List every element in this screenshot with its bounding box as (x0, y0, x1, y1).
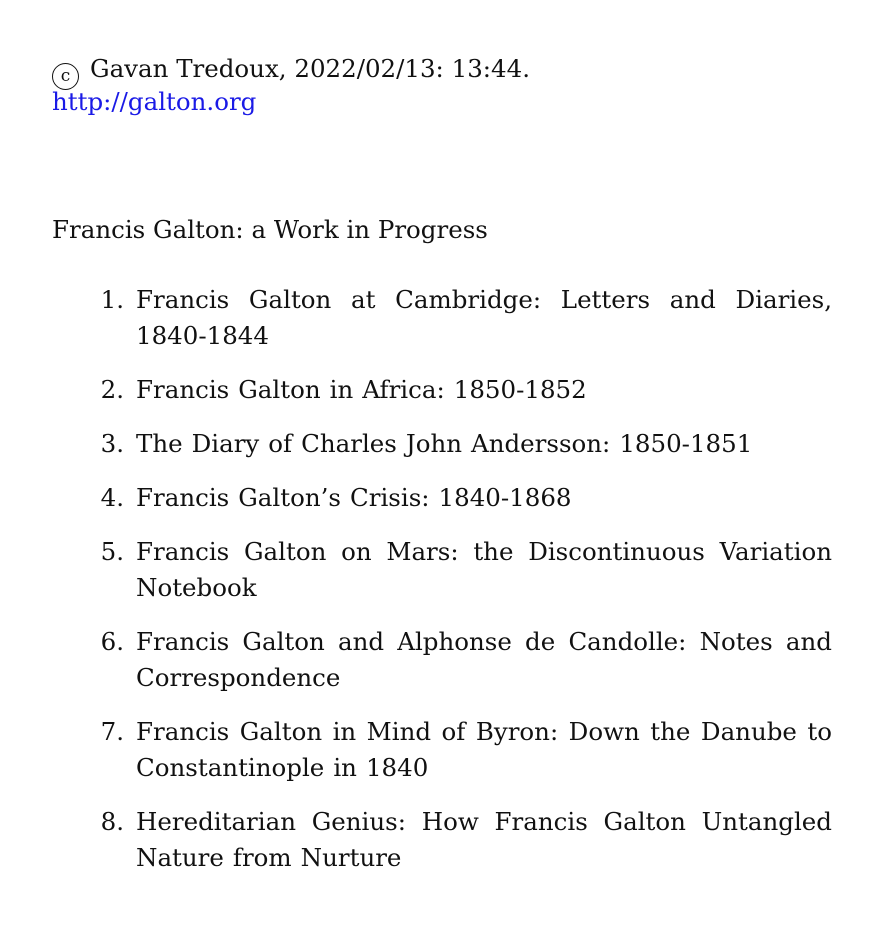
list-item-title: Francis Galton’s Crisis: 1840-1868 (136, 483, 572, 512)
list-item-title: Francis Galton on Mars: the Discontinuous Variation Notebook (136, 537, 832, 602)
list-item (52, 624, 832, 696)
galton-site-link[interactable]: http://galton.org (52, 87, 257, 116)
list-item-title: Francis Galton and Alphonse de Candolle: Notes and Correspondence (136, 627, 832, 692)
list-item-number: 4. (100, 483, 124, 512)
series-title: Francis Galton: a Work in Progress (52, 215, 488, 244)
list-item (52, 534, 832, 606)
copyright-text: Gavan Tredoux, 2022/02/13: 13:44. (90, 54, 530, 83)
copyright-line (52, 52, 832, 86)
list-item-title: Hereditarian Genius: How Francis Galton Untangled Nature from Nurture (136, 807, 832, 872)
list-item-number: 7. (100, 717, 124, 746)
list-item-number: 8. (100, 807, 124, 836)
list-item-number: 6. (100, 627, 124, 656)
list-item-number: 5. (100, 537, 124, 566)
list-item-title: Francis Galton at Cambridge: Letters and Diaries, 1840-1844 (136, 285, 832, 350)
copyright-icon: c (52, 63, 79, 90)
list-item-number: 3. (100, 429, 124, 458)
list-item-title: The Diary of Charles John Andersson: 1850-1851 (136, 429, 753, 458)
list-item-title: Francis Galton in Mind of Byron: Down the Danube to Constantinople in 1840 (136, 717, 832, 782)
list-item-number: 1. (100, 285, 124, 314)
list-item (52, 480, 832, 516)
list-item (52, 804, 832, 876)
list-item (52, 372, 832, 408)
list-item-number: 2. (100, 375, 124, 404)
list-item-title: Francis Galton in Africa: 1850-1852 (136, 375, 587, 404)
book-list (52, 282, 832, 876)
list-item (52, 282, 832, 354)
list-item (52, 714, 832, 786)
list-item (52, 426, 832, 462)
document-page (52, 52, 832, 894)
